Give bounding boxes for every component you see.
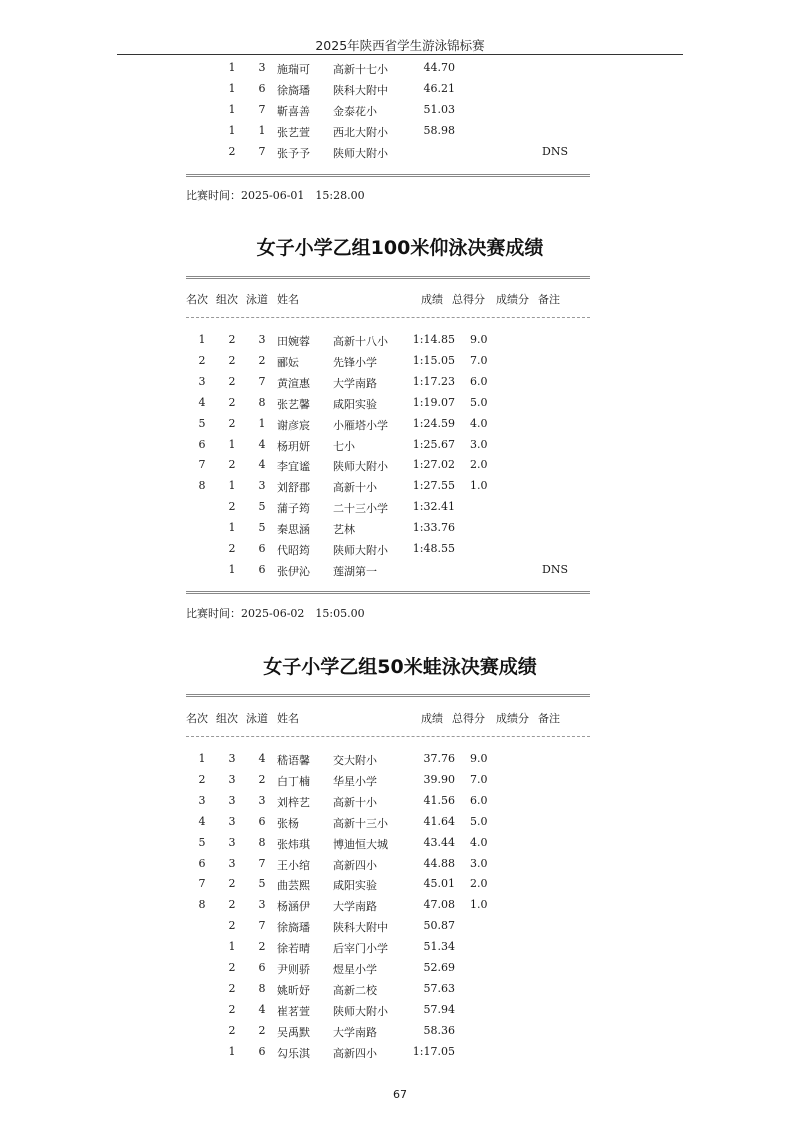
cell-team: 高新二校 bbox=[333, 983, 377, 997]
cell-team: 小雁塔小学 bbox=[333, 418, 388, 432]
result-row bbox=[0, 539, 800, 560]
cell-rank: 8 bbox=[198, 898, 206, 912]
cell-rank: 1 bbox=[198, 333, 206, 346]
cell-time: 45.01 bbox=[423, 877, 455, 891]
result-row bbox=[0, 979, 800, 1000]
result-row bbox=[0, 1021, 800, 1042]
cell-time: 1:19.07 bbox=[412, 395, 455, 409]
cell-team: 大学南路 bbox=[333, 1025, 377, 1039]
cell-rank: 2 bbox=[198, 353, 206, 367]
document-title: 2025年陕西省学生游泳锦标赛 bbox=[315, 38, 485, 53]
cell-time: 47.08 bbox=[423, 898, 455, 912]
cell-rank: 3 bbox=[198, 374, 206, 388]
column-header-name: 姓名 bbox=[277, 293, 299, 306]
cell-heat: 1 bbox=[228, 479, 236, 493]
cell-pts: 4.0 bbox=[470, 835, 488, 849]
cell-time: 37.76 bbox=[423, 752, 455, 765]
cell-lane: 6 bbox=[258, 542, 266, 555]
cell-heat: 2 bbox=[228, 395, 236, 409]
cell-heat: 2 bbox=[228, 981, 236, 995]
cell-team: 陕师大附小 bbox=[333, 460, 388, 474]
result-row bbox=[0, 1042, 800, 1063]
cell-team: 金泰花小 bbox=[333, 104, 377, 118]
cell-lane: 3 bbox=[258, 898, 266, 912]
cell-name: 徐若晴 bbox=[277, 942, 310, 956]
cell-time: 58.36 bbox=[423, 1023, 455, 1037]
cell-pts: 3.0 bbox=[470, 437, 488, 451]
cell-rank: 5 bbox=[198, 416, 206, 430]
cell-name: 王小绾 bbox=[277, 858, 310, 872]
cell-lane: 7 bbox=[258, 919, 266, 933]
cell-heat: 3 bbox=[228, 835, 236, 849]
cell-team: 二十三小学 bbox=[333, 502, 388, 516]
cell-heat: 2 bbox=[228, 458, 236, 472]
cell-lane: 4 bbox=[258, 437, 266, 451]
double-rule bbox=[186, 276, 590, 279]
cell-lane: 8 bbox=[258, 981, 266, 995]
result-row bbox=[0, 560, 800, 581]
column-header-score-points: 成绩分 bbox=[496, 293, 529, 306]
cell-team: 大学南路 bbox=[333, 900, 377, 914]
double-rule bbox=[186, 591, 590, 594]
cell-time: 51.03 bbox=[423, 102, 455, 116]
cell-time: 50.87 bbox=[423, 919, 455, 933]
result-row bbox=[0, 330, 800, 351]
section-title: 女子小学乙组50米蛙泳决赛成绩 bbox=[263, 656, 537, 678]
cell-name: 张予予 bbox=[277, 146, 310, 160]
cell-rank: 6 bbox=[198, 437, 206, 451]
result-row bbox=[0, 372, 800, 393]
result-row bbox=[0, 79, 800, 100]
cell-time: 1:15.05 bbox=[412, 353, 455, 367]
cell-pts: 4.0 bbox=[470, 416, 488, 430]
cell-team: 大学南路 bbox=[333, 376, 377, 390]
cell-lane: 7 bbox=[258, 374, 266, 388]
cell-time: 1:33.76 bbox=[412, 521, 455, 535]
cell-name: 嵇语馨 bbox=[277, 754, 310, 767]
cell-name: 黄渲惠 bbox=[277, 376, 310, 390]
column-header-heat: 组次 bbox=[216, 293, 238, 306]
column-header-score-points: 成绩分 bbox=[496, 712, 529, 725]
cell-lane: 2 bbox=[258, 1023, 266, 1037]
cell-heat: 2 bbox=[228, 1023, 236, 1037]
cell-time: 41.56 bbox=[423, 793, 455, 807]
cell-lane: 6 bbox=[258, 961, 266, 974]
cell-rank: 4 bbox=[198, 814, 206, 828]
result-row bbox=[0, 58, 800, 79]
cell-rank: 6 bbox=[198, 856, 206, 870]
result-row bbox=[0, 1000, 800, 1021]
race-time: 比赛时间：2025-06-02 15:05.00 bbox=[186, 607, 365, 620]
cell-team: 煜星小学 bbox=[333, 963, 377, 976]
cell-time: 44.70 bbox=[423, 61, 455, 74]
cell-pts: 9.0 bbox=[470, 752, 488, 765]
cell-lane: 1 bbox=[258, 416, 266, 430]
cell-lane: 7 bbox=[258, 856, 266, 870]
cell-team: 高新四小 bbox=[333, 858, 377, 872]
cell-heat: 2 bbox=[228, 919, 236, 933]
cell-pts: 6.0 bbox=[470, 374, 488, 388]
cell-pts: 5.0 bbox=[470, 814, 488, 828]
result-row bbox=[0, 351, 800, 372]
cell-rank: 8 bbox=[198, 479, 206, 493]
cell-time: 57.94 bbox=[423, 1002, 455, 1016]
result-row bbox=[0, 874, 800, 895]
cell-lane: 7 bbox=[258, 102, 266, 116]
race-time: 比赛时间：2025-06-01 15:28.00 bbox=[186, 189, 365, 202]
cell-name: 秦思涵 bbox=[277, 523, 310, 537]
cell-lane: 1 bbox=[258, 123, 266, 137]
cell-rank: 5 bbox=[198, 835, 206, 849]
cell-team: 高新十八小 bbox=[333, 335, 388, 348]
cell-name: 张伊沁 bbox=[277, 564, 310, 578]
result-row bbox=[0, 812, 800, 833]
column-header-remarks: 备注 bbox=[538, 712, 560, 725]
cell-team: 咸阳实验 bbox=[333, 397, 377, 411]
cell-lane: 6 bbox=[258, 562, 266, 576]
cell-pts: 3.0 bbox=[470, 856, 488, 870]
cell-heat: 1 bbox=[228, 81, 236, 95]
cell-name: 刘梓艺 bbox=[277, 795, 310, 809]
cell-name: 谢彦宸 bbox=[277, 418, 310, 432]
cell-name: 张杨 bbox=[277, 816, 299, 830]
column-header-total-points: 总得分 bbox=[452, 712, 485, 725]
cell-team: 西北大附小 bbox=[333, 125, 388, 139]
column-header-time: 成绩 bbox=[421, 293, 443, 306]
cell-pts: 7.0 bbox=[470, 772, 488, 786]
cell-lane: 4 bbox=[258, 458, 266, 472]
cell-name: 吴禹默 bbox=[277, 1025, 310, 1039]
column-header-row bbox=[0, 708, 800, 728]
result-row bbox=[0, 518, 800, 539]
result-row bbox=[0, 833, 800, 854]
column-header-time: 成绩 bbox=[421, 712, 443, 725]
cell-heat: 2 bbox=[228, 542, 236, 555]
result-row bbox=[0, 895, 800, 916]
cell-time: 1:25.67 bbox=[412, 437, 455, 451]
cell-lane: 3 bbox=[258, 479, 266, 493]
cell-name: 杨涵伊 bbox=[277, 900, 310, 914]
page-number: 67 bbox=[393, 1088, 407, 1101]
result-row bbox=[0, 455, 800, 476]
cell-heat: 1 bbox=[228, 521, 236, 535]
cell-name: 郦妘 bbox=[277, 355, 299, 369]
cell-name: 徐旖璠 bbox=[277, 83, 310, 97]
cell-heat: 3 bbox=[228, 814, 236, 828]
cell-lane: 5 bbox=[258, 877, 266, 891]
cell-lane: 6 bbox=[258, 814, 266, 828]
cell-time: 57.63 bbox=[423, 981, 455, 995]
cell-heat: 1 bbox=[228, 562, 236, 576]
cell-time: 44.88 bbox=[423, 856, 455, 870]
cell-time: 51.34 bbox=[423, 940, 455, 954]
cell-time: 52.69 bbox=[423, 961, 455, 974]
cell-name: 白丁楠 bbox=[277, 774, 310, 788]
result-row bbox=[0, 497, 800, 518]
cell-pts: 2.0 bbox=[470, 458, 488, 472]
cell-time: 1:27.55 bbox=[412, 479, 455, 493]
cell-team: 莲湖第一 bbox=[333, 564, 377, 578]
cell-name: 徐旖璠 bbox=[277, 921, 310, 935]
result-row bbox=[0, 770, 800, 791]
dashed-rule bbox=[186, 736, 590, 737]
column-header-lane: 泳道 bbox=[246, 712, 268, 725]
cell-lane: 8 bbox=[258, 835, 266, 849]
cell-time: 1:32.41 bbox=[412, 500, 455, 514]
column-header-name: 姓名 bbox=[277, 712, 299, 725]
cell-heat: 3 bbox=[228, 772, 236, 786]
cell-pts: 6.0 bbox=[470, 793, 488, 807]
cell-team: 高新十小 bbox=[333, 481, 377, 495]
cell-time: 39.90 bbox=[423, 772, 455, 786]
cell-team: 高新十小 bbox=[333, 795, 377, 809]
cell-team: 博迪恒大城 bbox=[333, 837, 388, 851]
cell-team: 高新十三小 bbox=[333, 816, 388, 830]
cell-team: 陕师大附小 bbox=[333, 146, 388, 160]
cell-lane: 5 bbox=[258, 500, 266, 514]
cell-team: 先锋小学 bbox=[333, 355, 377, 369]
cell-heat: 1 bbox=[228, 123, 236, 137]
cell-lane: 3 bbox=[258, 333, 266, 346]
cell-name: 尹则骄 bbox=[277, 963, 310, 976]
cell-team: 咸阳实验 bbox=[333, 879, 377, 893]
cell-heat: 2 bbox=[228, 416, 236, 430]
cell-name: 崔茗萱 bbox=[277, 1004, 310, 1018]
cell-time: 1:14.85 bbox=[412, 333, 455, 346]
cell-name: 刘舒郡 bbox=[277, 481, 310, 495]
cell-team: 高新十七小 bbox=[333, 63, 388, 76]
cell-lane: 2 bbox=[258, 772, 266, 786]
cell-team: 交大附小 bbox=[333, 754, 377, 767]
cell-time: 58.98 bbox=[423, 123, 455, 137]
cell-lane: 2 bbox=[258, 353, 266, 367]
cell-pts: 1.0 bbox=[470, 898, 488, 912]
result-row bbox=[0, 958, 800, 979]
cell-lane: 4 bbox=[258, 752, 266, 765]
column-header-lane: 泳道 bbox=[246, 293, 268, 306]
column-header-rank: 名次 bbox=[186, 712, 208, 725]
cell-heat: 2 bbox=[228, 961, 236, 974]
cell-time: 41.64 bbox=[423, 814, 455, 828]
cell-time: 1:48.55 bbox=[412, 542, 455, 555]
cell-name: 曲芸熙 bbox=[277, 879, 310, 893]
cell-name: 张艺馨 bbox=[277, 397, 310, 411]
cell-team: 七小 bbox=[333, 439, 355, 453]
cell-heat: 3 bbox=[228, 856, 236, 870]
cell-team: 后宰门小学 bbox=[333, 942, 388, 956]
cell-heat: 2 bbox=[228, 500, 236, 514]
cell-name: 蒲子筠 bbox=[277, 502, 310, 516]
column-header-heat: 组次 bbox=[216, 712, 238, 725]
cell-team: 华星小学 bbox=[333, 774, 377, 788]
cell-time: 43.44 bbox=[423, 835, 455, 849]
cell-name: 张艺萱 bbox=[277, 125, 310, 139]
cell-name: 靳喜善 bbox=[277, 104, 310, 118]
cell-heat: 1 bbox=[228, 61, 236, 74]
cell-time: 1:17.23 bbox=[412, 374, 455, 388]
cell-heat: 2 bbox=[228, 144, 236, 158]
cell-time: 46.21 bbox=[423, 81, 455, 95]
cell-lane: 5 bbox=[258, 521, 266, 535]
cell-name: 杨玥妍 bbox=[277, 439, 310, 453]
result-row bbox=[0, 476, 800, 497]
cell-pts: 2.0 bbox=[470, 877, 488, 891]
cell-heat: 2 bbox=[228, 333, 236, 346]
cell-name: 田婉蓉 bbox=[277, 335, 310, 348]
cell-pts: 5.0 bbox=[470, 395, 488, 409]
cell-heat: 2 bbox=[228, 1002, 236, 1016]
section-title: 女子小学乙组100米仰泳决赛成绩 bbox=[256, 237, 544, 259]
cell-rank: 7 bbox=[198, 458, 206, 472]
cell-rank: 7 bbox=[198, 877, 206, 891]
dashed-rule bbox=[186, 317, 590, 318]
cell-time: 1:27.02 bbox=[412, 458, 455, 472]
double-rule bbox=[186, 174, 590, 177]
result-row bbox=[0, 121, 800, 142]
cell-name: 施瑞可 bbox=[277, 63, 310, 76]
result-row bbox=[0, 791, 800, 812]
cell-team: 陕科大附中 bbox=[333, 83, 388, 97]
cell-heat: 2 bbox=[228, 898, 236, 912]
cell-heat: 1 bbox=[228, 437, 236, 451]
cell-note: DNS bbox=[542, 562, 568, 576]
cell-rank: 4 bbox=[198, 395, 206, 409]
result-row bbox=[0, 393, 800, 414]
result-row bbox=[0, 435, 800, 456]
column-header-total-points: 总得分 bbox=[452, 293, 485, 306]
cell-lane: 7 bbox=[258, 144, 266, 158]
cell-heat: 2 bbox=[228, 353, 236, 367]
cell-lane: 2 bbox=[258, 940, 266, 954]
column-header-rank: 名次 bbox=[186, 293, 208, 306]
cell-team: 陕科大附中 bbox=[333, 921, 388, 935]
cell-name: 勾乐淇 bbox=[277, 1046, 310, 1060]
cell-heat: 3 bbox=[228, 793, 236, 807]
cell-note: DNS bbox=[542, 144, 568, 158]
cell-team: 艺林 bbox=[333, 523, 355, 537]
double-rule bbox=[186, 694, 590, 697]
cell-name: 李宜谧 bbox=[277, 460, 310, 474]
cell-team: 高新四小 bbox=[333, 1046, 377, 1060]
cell-lane: 6 bbox=[258, 1044, 266, 1058]
cell-pts: 9.0 bbox=[470, 333, 488, 346]
cell-lane: 4 bbox=[258, 1002, 266, 1016]
result-row bbox=[0, 100, 800, 121]
cell-time: 1:24.59 bbox=[412, 416, 455, 430]
result-row bbox=[0, 749, 800, 770]
column-header-remarks: 备注 bbox=[538, 293, 560, 306]
cell-name: 张炜琪 bbox=[277, 837, 310, 851]
cell-team: 陕师大附小 bbox=[333, 544, 388, 557]
cell-pts: 1.0 bbox=[470, 479, 488, 493]
result-row bbox=[0, 937, 800, 958]
cell-rank: 2 bbox=[198, 772, 206, 786]
cell-heat: 3 bbox=[228, 752, 236, 765]
cell-rank: 1 bbox=[198, 752, 206, 765]
cell-pts: 7.0 bbox=[470, 353, 488, 367]
column-header-row bbox=[0, 289, 800, 309]
cell-heat: 1 bbox=[228, 1044, 236, 1058]
cell-name: 姚昕妤 bbox=[277, 983, 310, 997]
cell-time: 1:17.05 bbox=[412, 1044, 455, 1058]
result-row bbox=[0, 414, 800, 435]
header-divider bbox=[117, 54, 683, 55]
cell-heat: 1 bbox=[228, 102, 236, 116]
cell-lane: 8 bbox=[258, 395, 266, 409]
cell-heat: 2 bbox=[228, 374, 236, 388]
cell-lane: 6 bbox=[258, 81, 266, 95]
cell-team: 陕师大附小 bbox=[333, 1004, 388, 1018]
result-row bbox=[0, 916, 800, 937]
result-row bbox=[0, 854, 800, 875]
result-row bbox=[0, 142, 800, 163]
cell-rank: 3 bbox=[198, 793, 206, 807]
cell-heat: 2 bbox=[228, 877, 236, 891]
cell-name: 代昭筠 bbox=[277, 544, 310, 557]
cell-lane: 3 bbox=[258, 793, 266, 807]
cell-lane: 3 bbox=[258, 61, 266, 74]
cell-heat: 1 bbox=[228, 940, 236, 954]
